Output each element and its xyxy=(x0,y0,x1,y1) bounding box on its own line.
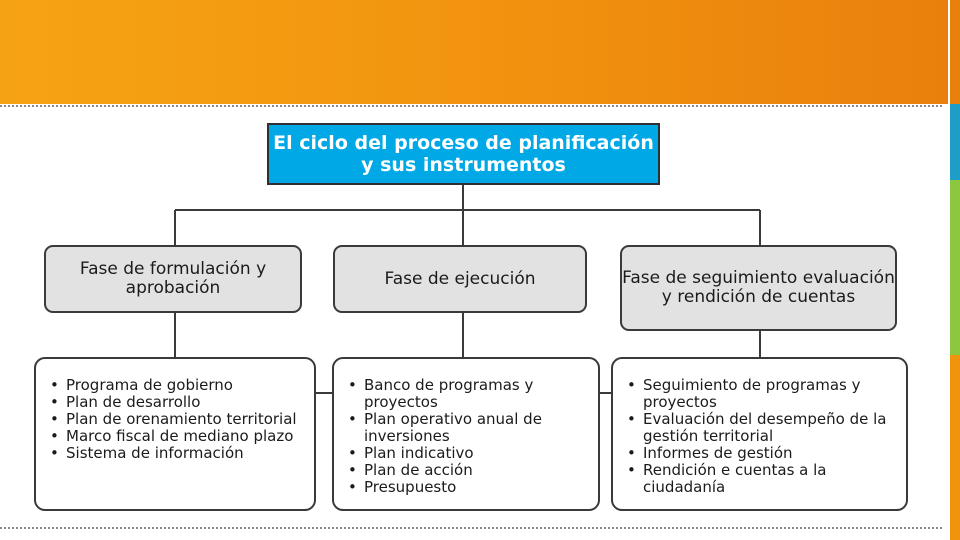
list-item: • Informes de gestión xyxy=(643,445,898,462)
list-item: • Evaluación del desempeño de la gestión territorial xyxy=(643,411,898,445)
phase-execution: Fase de ejecución xyxy=(333,245,587,313)
list-item: • Plan de desarrollo xyxy=(66,394,306,411)
list-item: • Plan de orenamiento territorial xyxy=(66,411,306,428)
list-item: • Rendición e cuentas a la ciudadanía xyxy=(643,462,898,496)
list-item: • Sistema de información xyxy=(66,445,306,462)
list-item: • Presupuesto xyxy=(364,479,590,496)
list-item: • Programa de gobierno xyxy=(66,377,306,394)
phase-monitoring: Fase de seguimiento evaluación y rendición de cuentas xyxy=(620,245,897,331)
instrument-list-monitoring xyxy=(611,357,908,511)
list-item: • Plan operativo anual de inversiones xyxy=(364,411,590,445)
phase-formulation: Fase de formulación y aprobación xyxy=(44,245,302,313)
instrument-list-formulation xyxy=(34,357,316,511)
list-item: • Seguimiento de programas y proyectos xyxy=(643,377,898,411)
instrument-list-execution xyxy=(332,357,600,511)
diagram-title: El ciclo del proceso de planificación y sus instrumentos xyxy=(267,123,660,185)
list-item: • Plan de acción xyxy=(364,462,590,479)
list-item: • Plan indicativo xyxy=(364,445,590,462)
list-item: • Banco de programas y proyectos xyxy=(364,377,590,411)
list-item: • Marco fiscal de mediano plazo xyxy=(66,428,306,445)
